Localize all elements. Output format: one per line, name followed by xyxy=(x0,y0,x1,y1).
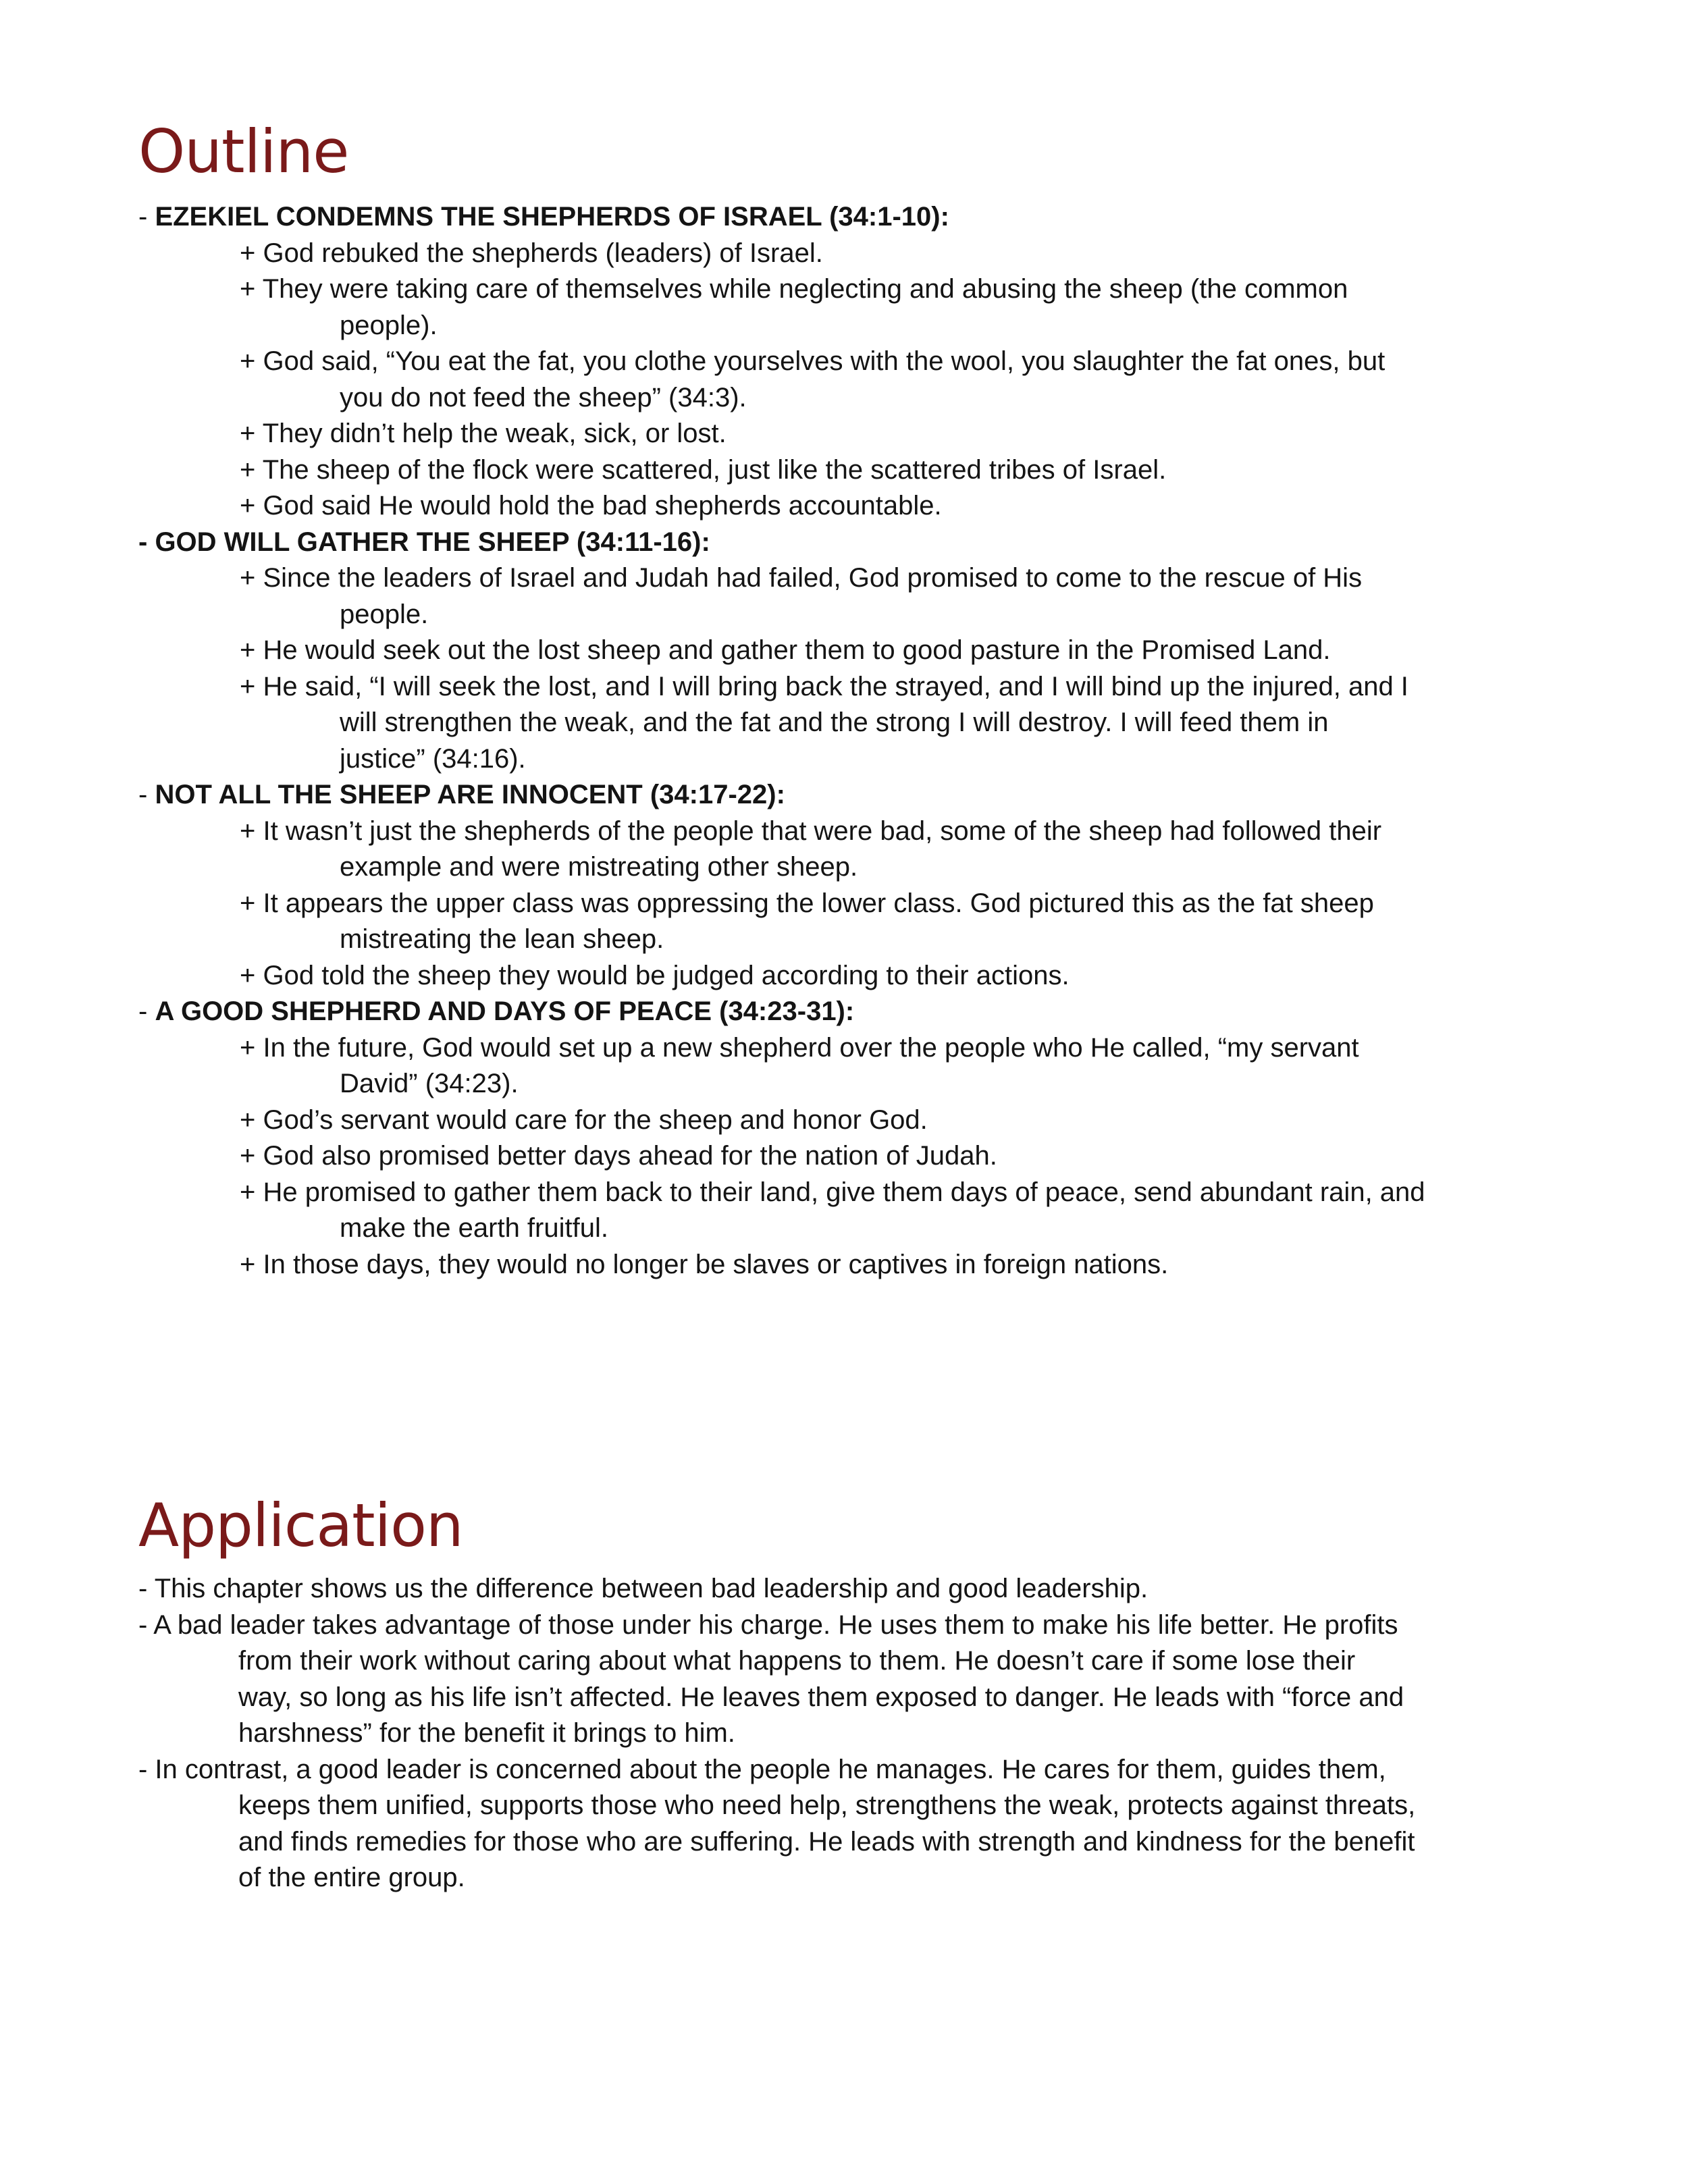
application-line: keeps them unified, supports those who need help, strengthens the weak, protects against threats, xyxy=(238,1790,1416,1820)
point-line: + In those days, they would no longer be slaves or captives in foreign nations. xyxy=(240,1249,1169,1279)
point-line: people). xyxy=(340,310,438,340)
point-line: justice” (34:16). xyxy=(340,743,526,774)
outline-body xyxy=(138,199,1563,1283)
application-line: from their work without caring about what happens to them. He doesn’t care if some lose their xyxy=(238,1646,1356,1676)
section-prefix: - xyxy=(138,202,155,232)
section-heading-text: EZEKIEL CONDEMNS THE SHEPHERDS OF ISRAEL (34:1-10): xyxy=(155,202,949,232)
outline-point xyxy=(138,1030,1563,1102)
section-prefix: - xyxy=(138,780,155,809)
application-line: harshness” for the benefit it brings to him. xyxy=(238,1718,735,1748)
outline-section xyxy=(138,199,1563,525)
application-line: - A bad leader takes advantage of those under his charge. He uses them to make his life better. He profits xyxy=(138,1609,1398,1640)
point-line: you do not feed the sheep” (34:3). xyxy=(340,382,747,412)
point-line: + Since the leaders of Israel and Judah had failed, God promised to come to the rescue of His xyxy=(240,563,1363,593)
point-line: + God also promised better days ahead for the nation of Judah. xyxy=(240,1141,997,1171)
application-title: Application xyxy=(138,1491,463,1560)
outline-point xyxy=(138,886,1563,958)
application-item xyxy=(138,1571,1563,1607)
point-line: + God’s servant would care for the sheep and honor God. xyxy=(240,1104,928,1135)
outline-section xyxy=(138,777,1563,994)
outline-point xyxy=(138,814,1563,886)
application-line: - In contrast, a good leader is concerned about the people he manages. He cares for them, guides them, xyxy=(138,1754,1386,1784)
outline-point xyxy=(138,1102,1563,1139)
outline-section xyxy=(138,994,1563,1283)
outline-title: Outline xyxy=(138,117,349,186)
point-line: mistreating the lean sheep. xyxy=(340,924,664,954)
outline-point xyxy=(138,271,1563,344)
application-line: of the entire group. xyxy=(238,1863,465,1892)
application-line: - This chapter shows us the difference between bad leadership and good leadership. xyxy=(138,1574,1149,1603)
section-heading xyxy=(138,199,1563,236)
outline-point xyxy=(138,452,1563,489)
point-line: + It wasn’t just the shepherds of the people that were bad, some of the sheep had followed their xyxy=(240,816,1382,846)
point-line: + They were taking care of themselves while neglecting and abusing the sheep (the common xyxy=(240,274,1348,304)
point-line: + He would seek out the lost sheep and gather them to good pasture in the Promised Land. xyxy=(240,635,1331,665)
section-prefix: - xyxy=(138,996,155,1026)
application-line: way, so long as his life isn’t affected. He leaves them exposed to danger. He leads with “force and xyxy=(238,1682,1404,1712)
point-line: + He said, “I will seek the lost, and I will bring back the strayed, and I will bind up the injured, and I xyxy=(240,671,1408,701)
outline-point xyxy=(138,669,1563,778)
outline-point xyxy=(138,560,1563,633)
application-line: and finds remedies for those who are suffering. He leads with strength and kindness for the benefit xyxy=(238,1826,1415,1857)
section-prefix: - xyxy=(138,527,155,557)
section-heading xyxy=(138,525,1563,561)
outline-point xyxy=(138,488,1563,525)
point-line: make the earth fruitful. xyxy=(340,1213,608,1243)
section-heading-text: GOD WILL GATHER THE SHEEP (34:11-16): xyxy=(155,527,710,557)
point-line: + God said He would hold the bad shepherds accountable. xyxy=(240,491,942,521)
point-line: + God said, “You eat the fat, you clothe yourselves with the wool, you slaughter the fat ones, but xyxy=(240,346,1386,376)
point-line: + He promised to gather them back to their land, give them days of peace, send abundant rain, and xyxy=(240,1177,1425,1207)
outline-point xyxy=(138,1138,1563,1175)
application-body xyxy=(138,1571,1563,1896)
point-line: David” (34:23). xyxy=(340,1069,519,1098)
outline-point xyxy=(138,1247,1563,1283)
outline-section xyxy=(138,525,1563,778)
outline-point xyxy=(138,344,1563,416)
outline-point xyxy=(138,416,1563,452)
point-line: example and were mistreating other sheep. xyxy=(340,852,858,882)
outline-point xyxy=(138,1175,1563,1247)
application-item xyxy=(138,1607,1563,1752)
point-line: + In the future, God would set up a new shepherd over the people who He called, “my servant xyxy=(240,1032,1359,1063)
section-heading xyxy=(138,777,1563,814)
point-line: + They didn’t help the weak, sick, or lost. xyxy=(240,419,727,448)
outline-point xyxy=(138,633,1563,669)
point-line: + It appears the upper class was oppressing the lower class. God pictured this as the fat sheep xyxy=(240,888,1374,918)
section-heading-text: NOT ALL THE SHEEP ARE INNOCENT (34:17-22): xyxy=(155,780,785,809)
point-line: people. xyxy=(340,599,429,629)
outline-point xyxy=(138,236,1563,272)
outline-point xyxy=(138,958,1563,994)
point-line: + God told the sheep they would be judged according to their actions. xyxy=(240,960,1070,990)
section-heading-text: A GOOD SHEPHERD AND DAYS OF PEACE (34:23-31): xyxy=(155,996,855,1026)
point-line: + God rebuked the shepherds (leaders) of Israel. xyxy=(240,238,823,268)
section-heading xyxy=(138,994,1563,1030)
point-line: + The sheep of the flock were scattered, just like the scattered tribes of Israel. xyxy=(240,454,1167,485)
application-item xyxy=(138,1752,1563,1896)
point-line: will strengthen the weak, and the fat and the strong I will destroy. I will feed them in xyxy=(340,708,1329,737)
